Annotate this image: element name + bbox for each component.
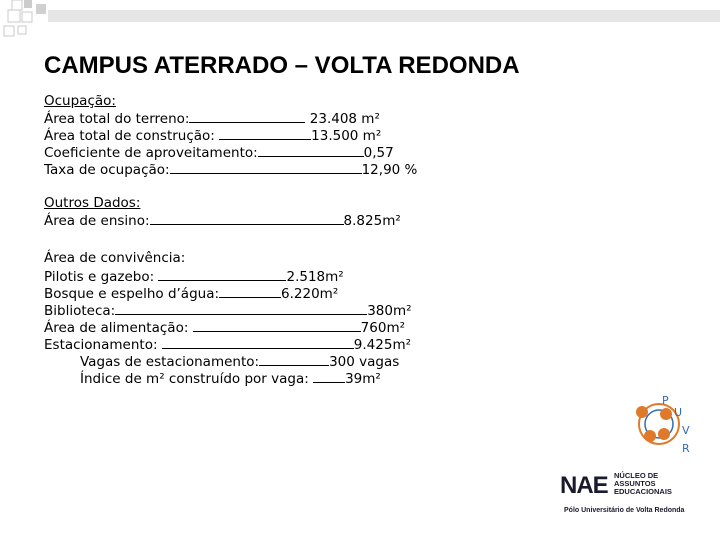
row-value: 23.408 m² [305,111,380,127]
nae-name [614,472,672,496]
row-label: Área total do terreno: [44,111,190,127]
row-biblioteca [44,302,417,319]
row-pilotis [44,268,417,285]
row-vagas [44,353,417,370]
row-label: Área de ensino: [44,213,150,229]
fill-line [219,285,281,298]
row-value: 6.220m² [281,286,339,302]
fill-line [170,161,362,174]
row-value: 13.500 m² [311,128,382,144]
row-area-construcao [44,127,417,144]
row-value: 12,90 % [361,162,418,178]
row-estacionamento [44,336,417,353]
fill-line [259,353,329,366]
row-label: Área total de construção: [44,128,220,144]
fill-line [189,110,305,123]
fill-line [115,302,367,315]
row-area-terreno [44,110,417,127]
nae-abbr: NAE [560,472,608,499]
section-heading-ocupacao: Ocupação: [44,93,116,109]
nae-line-1: NÚCLEO DE [614,471,659,480]
row-value: 380m² [367,303,412,319]
row-area-ensino [44,212,417,229]
puvr-letter-p: P [662,394,669,407]
page-title: CAMPUS ATERRADO – VOLTA REDONDA [44,52,520,79]
row-label: Biblioteca: [44,303,116,319]
row-bosque [44,285,417,302]
fill-line [313,370,345,383]
fill-line [193,319,361,332]
row-label: Área de alimentação: [44,320,193,336]
row-label: Taxa de ocupação: [44,162,170,178]
section-heading-convivencia: Área de convivência: [44,250,186,266]
puvr-logo [626,394,696,456]
row-value: 39m² [345,371,381,387]
row-value: 300 vagas [329,354,400,370]
fill-line [219,127,311,140]
row-coeficiente [44,144,417,161]
row-taxa-ocupacao [44,161,417,178]
row-value: 2.518m² [286,269,344,285]
row-label: Coeficiente de aproveitamento: [44,145,258,161]
nae-line-2: ASSUNTOS [614,479,656,488]
header-decoration [0,0,720,40]
row-label: Vagas de estacionamento: [80,354,260,370]
row-alimentacao [44,319,417,336]
puvr-letter-v: V [682,424,690,437]
content-body [44,93,417,387]
row-value: 8.825m² [343,213,401,229]
fill-line [162,336,354,349]
row-indice [44,370,417,387]
fill-line [150,212,344,225]
row-label: Índice de m² construído por vaga: [80,371,314,387]
section-heading-outros: Outros Dados: [44,195,141,211]
row-value: 0,57 [363,145,394,161]
puvr-letter-u: U [674,406,683,419]
row-label: Pilotis e gazebo: [44,269,159,285]
row-value: 760m² [360,320,406,336]
row-label: Bosque e espelho d’água: [44,286,220,302]
row-label: Estacionamento: [44,337,162,353]
row-value: 9.425m² [353,337,412,353]
puvr-letter-r: R [682,442,690,455]
fill-line [158,268,286,281]
fill-line [258,144,364,157]
nae-line-3: EDUCACIONAIS [614,487,672,496]
nae-subtitle: Pólo Universitário de Volta Redonda [564,507,685,514]
nae-logo [560,470,705,520]
